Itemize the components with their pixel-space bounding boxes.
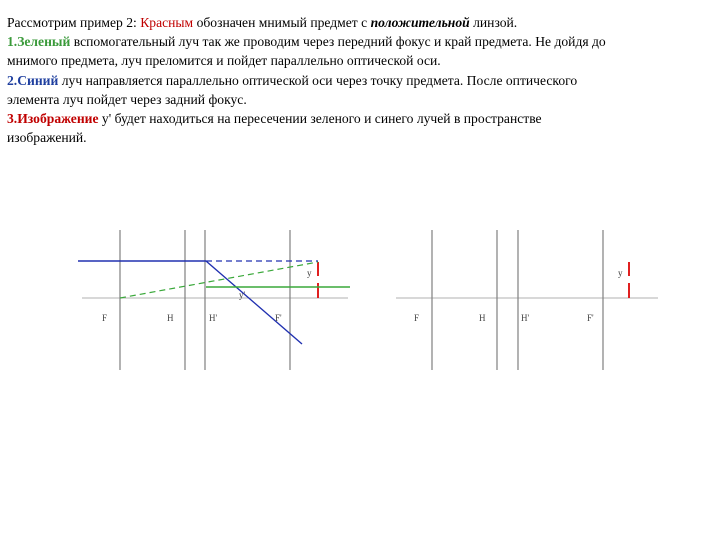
label-fp-left: F'	[275, 313, 282, 323]
label-f-left: F	[102, 313, 108, 323]
label-hp-right: H'	[521, 313, 530, 323]
diagram-right	[396, 230, 658, 370]
positive-keyword: положительной	[370, 15, 470, 30]
green-keyword: Зеленый	[17, 34, 71, 50]
step1-line2: мнимого предмета, луч преломится и пойдет параллельно оптической оси.	[7, 53, 441, 69]
label-y-left: y	[307, 268, 312, 278]
label-y-right: y	[618, 268, 623, 278]
intro-suffix: линзой.	[469, 15, 518, 30]
step2-text: луч направляется параллельно оптической оси через точку предмета. После оптического	[58, 72, 578, 88]
intro-prefix: Рассмотрим пример 2:	[7, 15, 141, 30]
intro-mid: обозначен мнимый предмет с	[193, 15, 371, 30]
step3-text: y' будет находиться на пересечении зеленого и синего лучей в пространстве	[98, 111, 542, 127]
step3-number: 3.	[7, 111, 18, 127]
step2-number: 2.	[7, 72, 18, 88]
diagram-left	[78, 230, 350, 370]
label-h-left: H	[167, 313, 174, 323]
blue-ray-refracted	[206, 261, 302, 344]
label-hp-left: H'	[209, 313, 218, 323]
step3-line2: изображений.	[7, 130, 87, 146]
image-keyword: Изображение	[17, 111, 99, 127]
step2-line2: элемента луч пойдет через задний фокус.	[7, 91, 247, 107]
label-yp-left: y'	[239, 290, 246, 300]
step1-text: вспомогательный луч так же проводим через передний фокус и край предмета. Не дойдя до	[70, 34, 606, 50]
red-keyword: Красным	[140, 15, 194, 30]
green-ray-incoming	[120, 262, 318, 298]
blue-keyword: Синий	[17, 72, 59, 88]
label-fp-right: F'	[587, 313, 594, 323]
step1-number: 1.	[7, 34, 18, 50]
label-f-right: F	[414, 313, 420, 323]
label-h-right: H	[479, 313, 486, 323]
